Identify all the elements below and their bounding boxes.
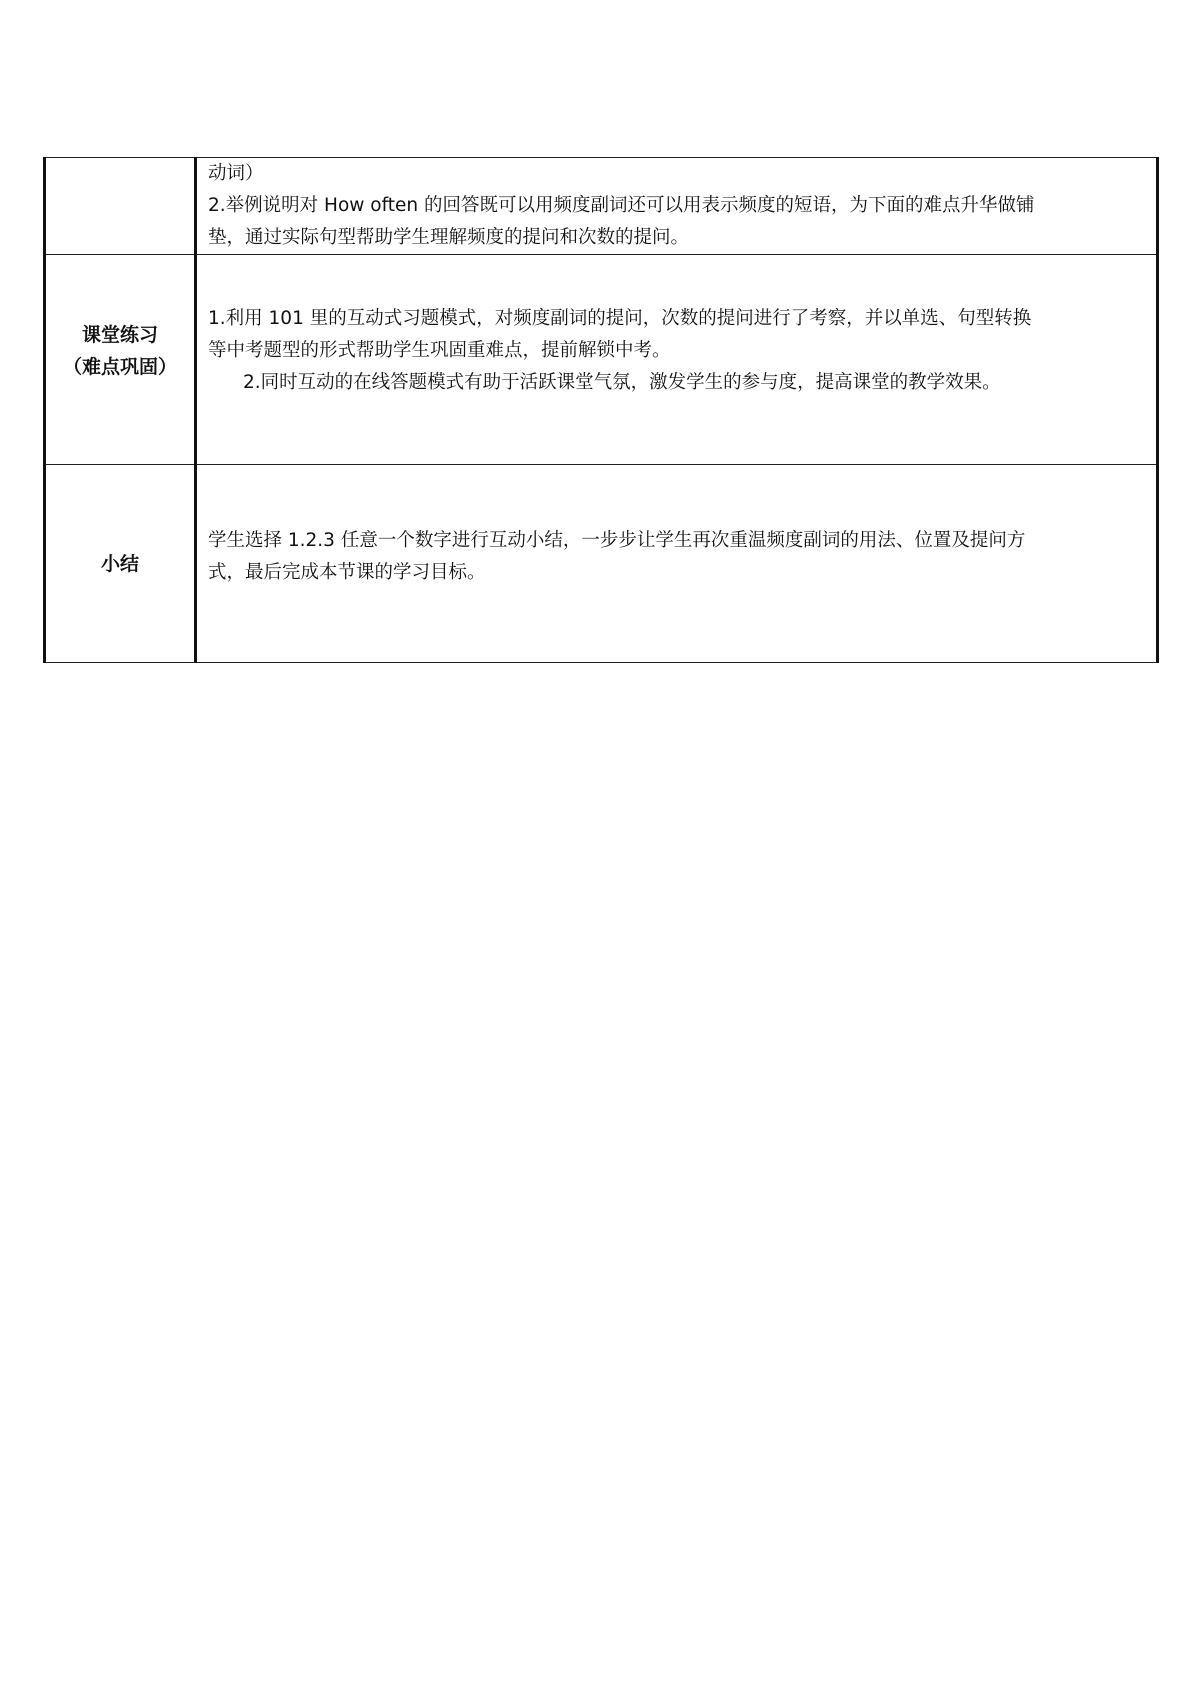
content-line: 等中考题型的形式帮助学生巩固重难点，提前解锁中考。 [208, 339, 671, 361]
content-line: 动词） [208, 163, 264, 184]
content-line: 2.举例说明对 How often 的回答既可以用频度副词还可以用表示频度的短语，为下面的难点升华做铺 [208, 195, 1035, 216]
row-content-cell [196, 465, 1158, 663]
row-content-cell [196, 255, 1158, 465]
row-label: 课堂练习 [81, 323, 158, 346]
content-line: 2.同时互动的在线答题模式有助于活跃课堂气氛，激发学生的参与度，提高课堂的教学效果。 [243, 371, 1001, 393]
content-line: 学生选择 1.2.3 任意一个数字进行互动小结，一步步让学生再次重温频度副词的用法、位置及提问方 [208, 530, 1026, 551]
lesson-plan-table [43, 157, 1159, 663]
content-line: 1.利用 101 里的互动式习题模式，对频度副词的提问，次数的提问进行了考察，并以单选、句型转换 [208, 307, 1032, 329]
content-line: 垫，通过实际句型帮助学生理解频度的提问和次数的提问。 [208, 227, 690, 248]
content-line: 式，最后完成本节课的学习目标。 [208, 562, 486, 583]
row-label-cell [45, 255, 196, 465]
row-label: （难点巩固） [62, 355, 177, 378]
table-row [45, 158, 1158, 255]
row-label-cell [45, 158, 196, 255]
row-label-cell [45, 465, 196, 663]
row-content-cell [196, 158, 1158, 255]
table-row [45, 255, 1158, 465]
row-label: 小结 [100, 552, 139, 575]
table-row [45, 465, 1158, 663]
